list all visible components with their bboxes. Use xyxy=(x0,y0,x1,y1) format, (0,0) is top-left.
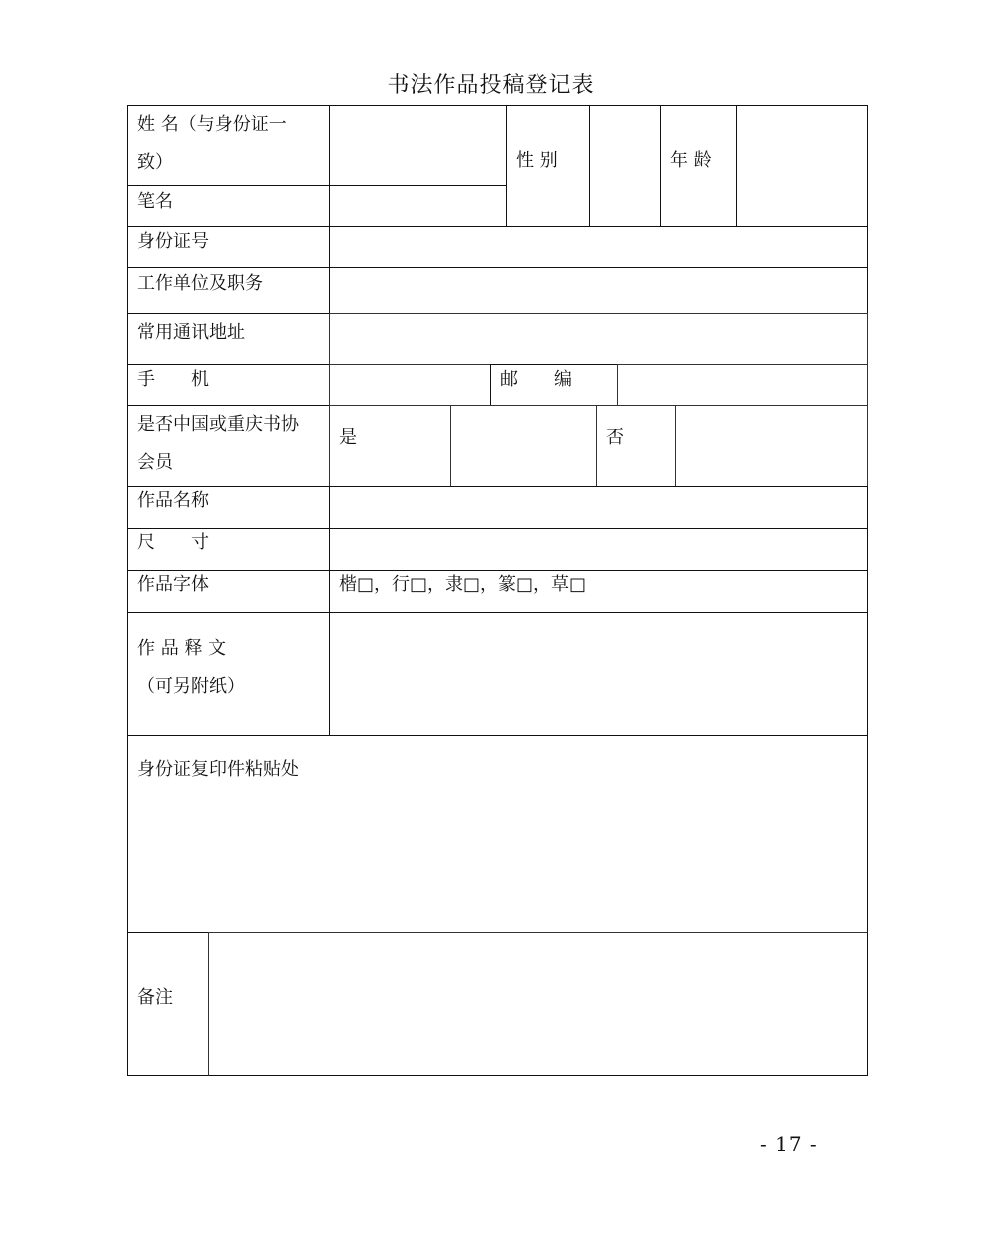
name-label-cell xyxy=(127,105,330,186)
gender-label-cell xyxy=(506,105,590,227)
pen-name-label-cell xyxy=(127,185,330,227)
phone-label: 手 机 xyxy=(137,369,209,390)
work-text-label-cell xyxy=(127,612,330,736)
phone-input-cell[interactable] xyxy=(329,364,491,406)
membership-label-line1: 是否中国或重庆书协 xyxy=(137,414,299,435)
membership-no-input-cell[interactable] xyxy=(675,405,868,487)
workplace-input-cell[interactable] xyxy=(329,267,868,314)
page-number: - 17 - xyxy=(760,1132,818,1156)
workplace-label-cell xyxy=(127,267,330,314)
id-copy-label: 身份证复印件粘贴处 xyxy=(137,759,299,780)
script-style-label: 作品字体 xyxy=(137,574,209,595)
address-label: 常用通讯地址 xyxy=(137,322,245,343)
postcode-input-cell[interactable] xyxy=(617,364,868,406)
postcode-label: 邮 编 xyxy=(500,369,572,390)
age-label: 年 龄 xyxy=(670,150,712,171)
work-text-label-line1: 作 品 释 文 xyxy=(137,638,227,659)
work-title-input-cell[interactable] xyxy=(329,486,868,529)
workplace-label: 工作单位及职务 xyxy=(137,273,263,294)
membership-label-cell xyxy=(127,405,330,487)
name-input-cell[interactable] xyxy=(329,105,507,186)
gender-input-cell[interactable] xyxy=(589,105,661,227)
script-style-options-cell[interactable] xyxy=(329,570,868,613)
age-label-cell xyxy=(660,105,737,227)
work-text-input-cell[interactable] xyxy=(329,612,868,736)
name-label-line1: 姓 名（与身份证一 xyxy=(137,114,287,135)
remarks-label-cell xyxy=(127,932,209,1076)
work-text-label-line2: （可另附纸） xyxy=(137,676,245,697)
script-style-options[interactable]: 楷□，行□，隶□，篆□，草□ xyxy=(339,574,587,595)
address-input-cell[interactable] xyxy=(329,313,868,365)
id-number-input-cell[interactable] xyxy=(329,226,868,268)
gender-label: 性 别 xyxy=(516,150,558,171)
id-number-label-cell xyxy=(127,226,330,268)
size-input-cell[interactable] xyxy=(329,528,868,571)
membership-yes-label-cell xyxy=(329,405,451,487)
remarks-label: 备注 xyxy=(137,987,173,1008)
postcode-label-cell xyxy=(490,364,618,406)
pen-name-input-cell[interactable] xyxy=(329,185,507,227)
pen-name-label: 笔名 xyxy=(137,191,173,212)
phone-label-cell xyxy=(127,364,330,406)
membership-no-label-cell xyxy=(596,405,676,487)
membership-label-line2: 会员 xyxy=(137,452,173,473)
membership-yes-input-cell[interactable] xyxy=(450,405,597,487)
work-title-label-cell xyxy=(127,486,330,529)
age-input-cell[interactable] xyxy=(736,105,868,227)
size-label-cell xyxy=(127,528,330,571)
script-style-label-cell xyxy=(127,570,330,613)
id-copy-area[interactable] xyxy=(127,735,868,933)
membership-no-label: 否 xyxy=(606,427,624,448)
id-number-label: 身份证号 xyxy=(137,231,209,252)
form-title: 书法作品投稿登记表 xyxy=(387,73,595,98)
size-label: 尺 寸 xyxy=(137,532,209,553)
membership-yes-label: 是 xyxy=(339,427,357,448)
work-title-label: 作品名称 xyxy=(137,490,209,511)
name-label-line2: 致） xyxy=(137,152,173,173)
address-label-cell xyxy=(127,313,330,365)
remarks-input-cell[interactable] xyxy=(208,932,868,1076)
